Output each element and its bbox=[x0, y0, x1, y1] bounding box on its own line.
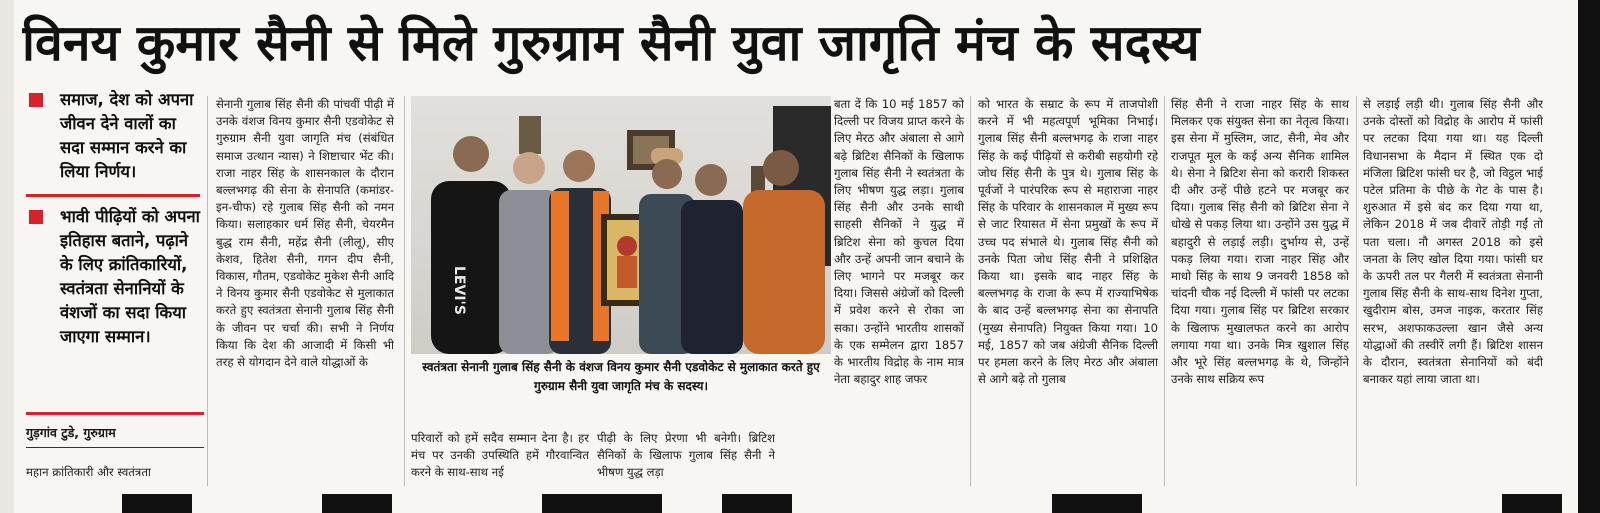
article-column-4: बता दें कि 10 मई 1857 को दिल्ली पर विजय प्राप्त करने के लिए मेरठ और अंबाला से आगे बढ़े ब्रिटिश सैनिकों के खिलाफ गुलाब सिंह सैनी ने स्वतंत्रता के लिए भीषण युद्ध लड़ा। गुलाब सिंह सैनी और उनके साथी साहसी सैनिकों ने युद्ध में ब्रिटिश सेना को कुचल दिया और उन्हें अपनी जान बचाने के लिए भागने पर मजबूर कर दिया। जिससे अंग्रेजों को दिल्ली में प्रवेश करने से रोका जा सका। उन्होंने भारतीय शासकों के एक सम्मेलन द्वारा 1857 के भारतीय विद्रोह के नाम मात्र नेता बहादुर शाह जफर bbox=[834, 97, 964, 387]
page-edge-left bbox=[0, 0, 14, 513]
dateline-divider bbox=[26, 412, 204, 415]
highlights-box bbox=[26, 88, 200, 349]
photo-caption: स्वतंत्रता सेनानी गुलाब सिंह सैनी के वंशज विनय कुमार सैनी एडवोकेट से मुलाकात करते हुए गुरुग्राम सैनी युवा जागृति मंच के सदस्य। bbox=[422, 360, 820, 393]
page-edge-right bbox=[1578, 0, 1600, 513]
bullet-square-icon bbox=[29, 93, 43, 107]
article-column-5: को भारत के सम्राट के रूप में ताजपोशी करने में भी महत्वपूर्ण भूमिका निभाई। गुलाब सिंह सैनी बल्लभगढ़ के राजा नाहर सिंह के कई पीढ़ियों से करीबी सहयोगी रहे जोध सिंह सैनी के पुत्र थे। गुलाब सिंह के पूर्वजों ने पारंपरिक रूप से महाराजा नाहर सिंह के परिवार के शासनकाल में मुख्य रूप से जाट रियासत में सेना प्रमुखों के रूप में उच्च पद संभाले थे। गुलाब सिंह सैनी को उनके पिता जोध सिंह सैनी ने प्रशिक्षित किया था। इसके बाद नाहर सिंह के बल्लभगढ़ के राजा के रूप में राज्याभिषेक के बाद उन्हें बल्लभगढ़ सेना का सेनापति (मुख्य सेनापति) नियुक्त किया गया। 10 मई, 1857 को जब अंग्रेजी सैनिक दिल्ली पर हमला करने के लिए मेरठ और अंबाला से आगे बढ़े तो गुलाब bbox=[978, 97, 1158, 387]
highlight-text: भावी पीढ़ियों को अपना इतिहास बताने, पढ़ाने के लिए क्रांतिकारियों, स्वतंत्रता सेनानियों के वंशजों का सदा किया जाएगा सम्मान। bbox=[60, 207, 200, 346]
column-rule bbox=[1356, 96, 1357, 486]
bullet-square-icon bbox=[29, 210, 43, 224]
headline: विनय कुमार सैनी से मिले गुरुग्राम सैनी युवा जागृति मंच के सदस्य bbox=[22, 14, 1200, 72]
group-photo-illustration bbox=[411, 96, 831, 354]
column-rule bbox=[207, 96, 208, 486]
news-photo bbox=[411, 96, 831, 354]
dateline-underline bbox=[26, 447, 204, 448]
dateline-block bbox=[26, 412, 204, 448]
article-column-3a: परिवारों को हमें सदैव सम्मान देना है। हर मंच पर उनकी उपस्थिति हमें गौरवान्वित करने के साथ-साथ नई bbox=[411, 431, 589, 480]
article-column-2: सेनानी गुलाब सिंह सैनी की पांचवीं पीढ़ी में उनके वंशज विनय कुमार सैनी एडवोकेट से गुरुग्राम सैनी युवा जागृति मंच (संबंधित समाज उत्थान न्यास) ने शिष्टाचार भेंट की। राजा नाहर सिंह के शासनकाल के दौरान बल्लभगढ़ की सेना के सेनापति (कमांडर-इन-चीफ) रहे गुलाब सिंह सैनी को नमन किया। सलाहकार धर्म सिंह सैनी, चेयरमैन बुद्ध राम सैनी, महेंद्र सैनी (लीलू), सीए केशव, हितेश सैनी, गगन दीप सैनी, विकास, गौतम, एडवोकेट मुकेश सैनी आदि ने विनय कुमार सैनी एडवोकेट से मुलाकात करते हुए स्वतंत्रता सेनानी गुलाब सिंह सैनी के जीवन पर चर्चा की। सभी ने निर्णय किया कि देश की आजादी में किसी भी तरह से योगदान देने वाले योद्धाओं के bbox=[216, 97, 394, 370]
highlight-divider bbox=[26, 194, 200, 197]
highlight-text: समाज, देश को अपना जीवन देने वालों का सदा सम्मान करने का लिया निर्णय। bbox=[60, 90, 194, 181]
highlight-item bbox=[26, 205, 200, 349]
wall-frame-small bbox=[519, 116, 541, 154]
article-column-3b: पीढ़ी के लिए प्रेरणा भी बनेगी। ब्रिटिश सैनिकों के खिलाफ गुलाब सिंह सैनी ने भीषण युद्ध लड़ा bbox=[597, 431, 775, 480]
article-column-7: से लड़ाई लड़ी थी। गुलाब सिंह सैनी और उनके दोस्तों को विद्रोह के आरोप में फांसी पर लटका दिया गया था। यह दिल्ली विधानसभा के मैदान में स्थित एक दो मंजिला ब्रिटिश फांसी घर है, जो विट्ठल भाई पटेल प्रतिमा के पीछे के गेट के पास है। शुरुआत में इसे बंद कर दिया गया था, लेकिन 2018 में जब दीवारें तोड़ी गईं तो पता चला। नौ अगस्त 2018 को इसे जनता के लिए खोल दिया गया। फांसी घर के ऊपरी तल पर गैलरी में स्वतंत्रता सेनानी गुलाब सिंह सैनी के साथ-साथ दिनेश गुप्ता, खुदीराम बोस, उमज नाइक, करतार सिंह सरभ, अशफाकउल्ला खान जैसे अन्य योद्धाओं की तस्वीरें लगी हैं। ब्रिटिश शासन के दौरान, स्वतंत्रता सेनानियों को बंदी बनाकर यहां लाया जाता था। bbox=[1363, 97, 1543, 387]
dateline: गुड़गांव टुडे, गुरुग्राम bbox=[26, 425, 116, 440]
shirt-text: LEVI'S bbox=[451, 266, 467, 315]
lead-paragraph: महान क्रांतिकारी और स्वतंत्रता bbox=[26, 465, 151, 479]
next-headline-clipped bbox=[22, 490, 1577, 513]
highlight-item bbox=[26, 88, 200, 184]
column-rule bbox=[1164, 96, 1165, 486]
column-rule bbox=[970, 96, 971, 486]
column-rule bbox=[404, 96, 405, 486]
article-column-6: सिंह सैनी ने राजा नाहर सिंह के साथ मिलकर एक संयुक्त सेना का नेतृत्व किया। इस सेना में मुस्लिम, जाट, सैनी, मेव और राजपूत मूल के कई अन्य सैनिक शामिल थे। सेना ने ब्रिटिश सेना को करारी शिकस्त दी और उन्हें पीछे हटने पर मजबूर कर दिया। गुलाब सिंह सैनी को ब्रिटिश सेना ने धोखे से पकड़ लिया था। उन्होंने उस युद्ध में बहादुरी से लड़ाई लड़ी। दुर्भाग्य से, उन्हें पकड़ लिया गया। राजा नाहर सिंह और माधो सिंह के साथ 9 जनवरी 1858 को चांदनी चौक नई दिल्ली में फांसी पर लटका दिया गया। गुलाब सिंह पर ब्रिटिश सरकार के खिलाफ मुखालफत करने का आरोप लगाया गया था। उनके मित्र खुशाल सिंह और भूरे सिंह बल्लभगढ़ के थे, जिन्होंने उनके साथ सक्रिय रूप bbox=[1171, 97, 1349, 387]
